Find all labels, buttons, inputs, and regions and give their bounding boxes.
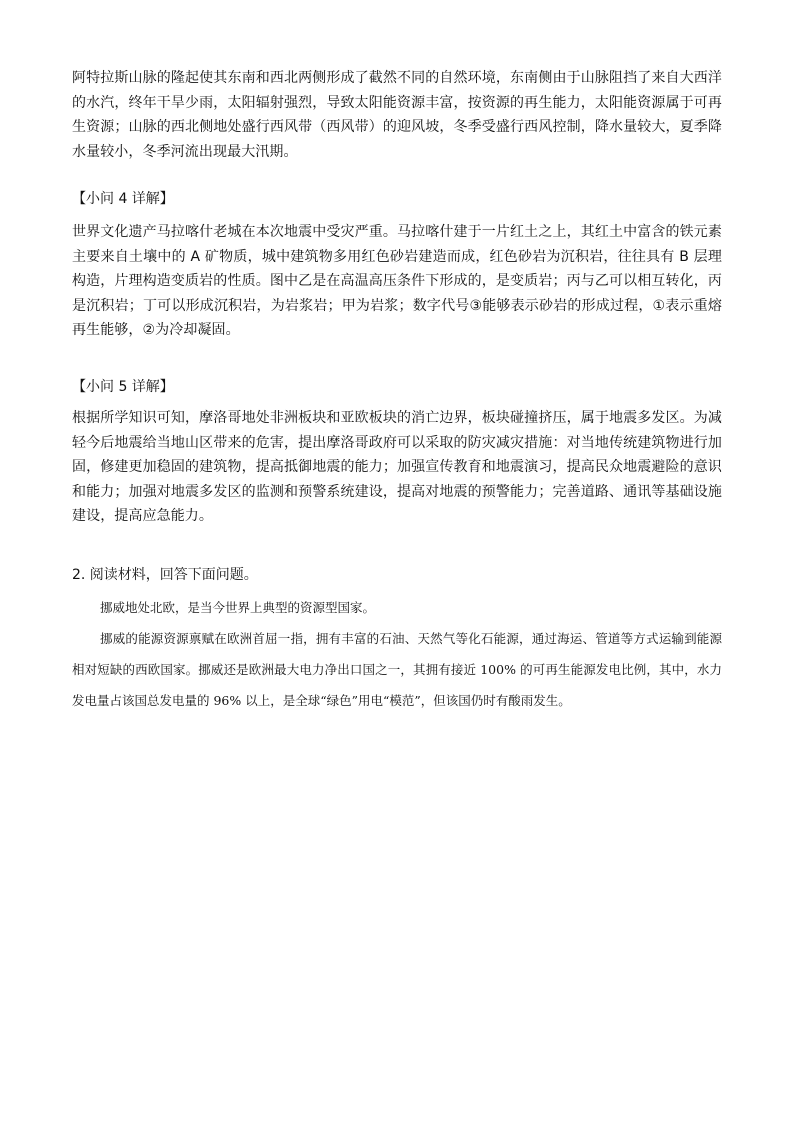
paragraph-question-4: 世界文化遗产马拉喀什老城在本次地震中受灾严重。马拉喀什建于一片红土之上，其红土中富含的铁元素主要来自土壤中的 A 矿物质，城中建筑物多用红色砂岩建造而成，红色砂岩为沉积岩，往往具有 B 层理构造，片理构造变质岩的性质。图中乙是在高温高压条件下形成的，是变质岩；丙与乙可以相互转化，丙是沉积岩；丁可以形成沉积岩，为岩浆岩；甲为岩浆；数字代号③能够表示砂岩的形成过程，①表示重熔再生能够，②为冷却凝固。 [72, 224, 722, 338]
material-paragraph-1: 挪威地处北欧，是当今世界上典型的资源型国家。 [100, 600, 376, 615]
paragraph-question-5: 根据所学知识可知，摩洛哥地处非洲板块和亚欧板块的消亡边界，板块碰撞挤压，属于地震多发区。为减轻今后地震给当地山区带来的危害，提出摩洛哥政府可以采取的防灾减灾措施：对当地传统建筑物进行加固，修建更加稳固的建筑物，提高抵御地震的能力；加强宣传教育和地震演习，提高民众地震避险的意识和能力；加强对地震多发区的监测和预警系统建设，提高对地震的预警能力；完善道路、通讯等基础设施建设，提高应急能力。 [72, 410, 722, 524]
heading-question-5: 【小问 5 详解】 [72, 379, 174, 395]
paragraph-intro: 阿特拉斯山脉的隆起使其东南和西北两侧形成了截然不同的自然环境，东南侧由于山脉阻挡了来自大西洋的水汽，终年干旱少雨，太阳辐射强烈，导致太阳能资源丰富，按资源的再生能力，太阳能资源属于可再生资源；山脉的西北侧地处盛行西风带（西风带）的迎风坡，冬季受盛行西风控制，降水量较大，夏季降水量较小，冬季河流出现最大汛期。 [72, 70, 722, 160]
question-2-prompt: 2. 阅读材料，回答下面问题。 [72, 567, 258, 583]
heading-question-4: 【小问 4 详解】 [72, 191, 174, 207]
material-paragraph-2: 挪威的能源资源禀赋在欧洲首屈一指，拥有丰富的石油、天然气等化石能源，通过海运、管道等方式运输到能源相对短缺的西欧国家。挪威还是欧洲最大电力净出口国之一，其拥有接近 100% 的可再生能源发电比例，其中，水力发电量占该国总发电量的 96% 以上，是全球“绿色”用电“模范”，但该国仍时有酸雨发生。 [72, 631, 722, 708]
